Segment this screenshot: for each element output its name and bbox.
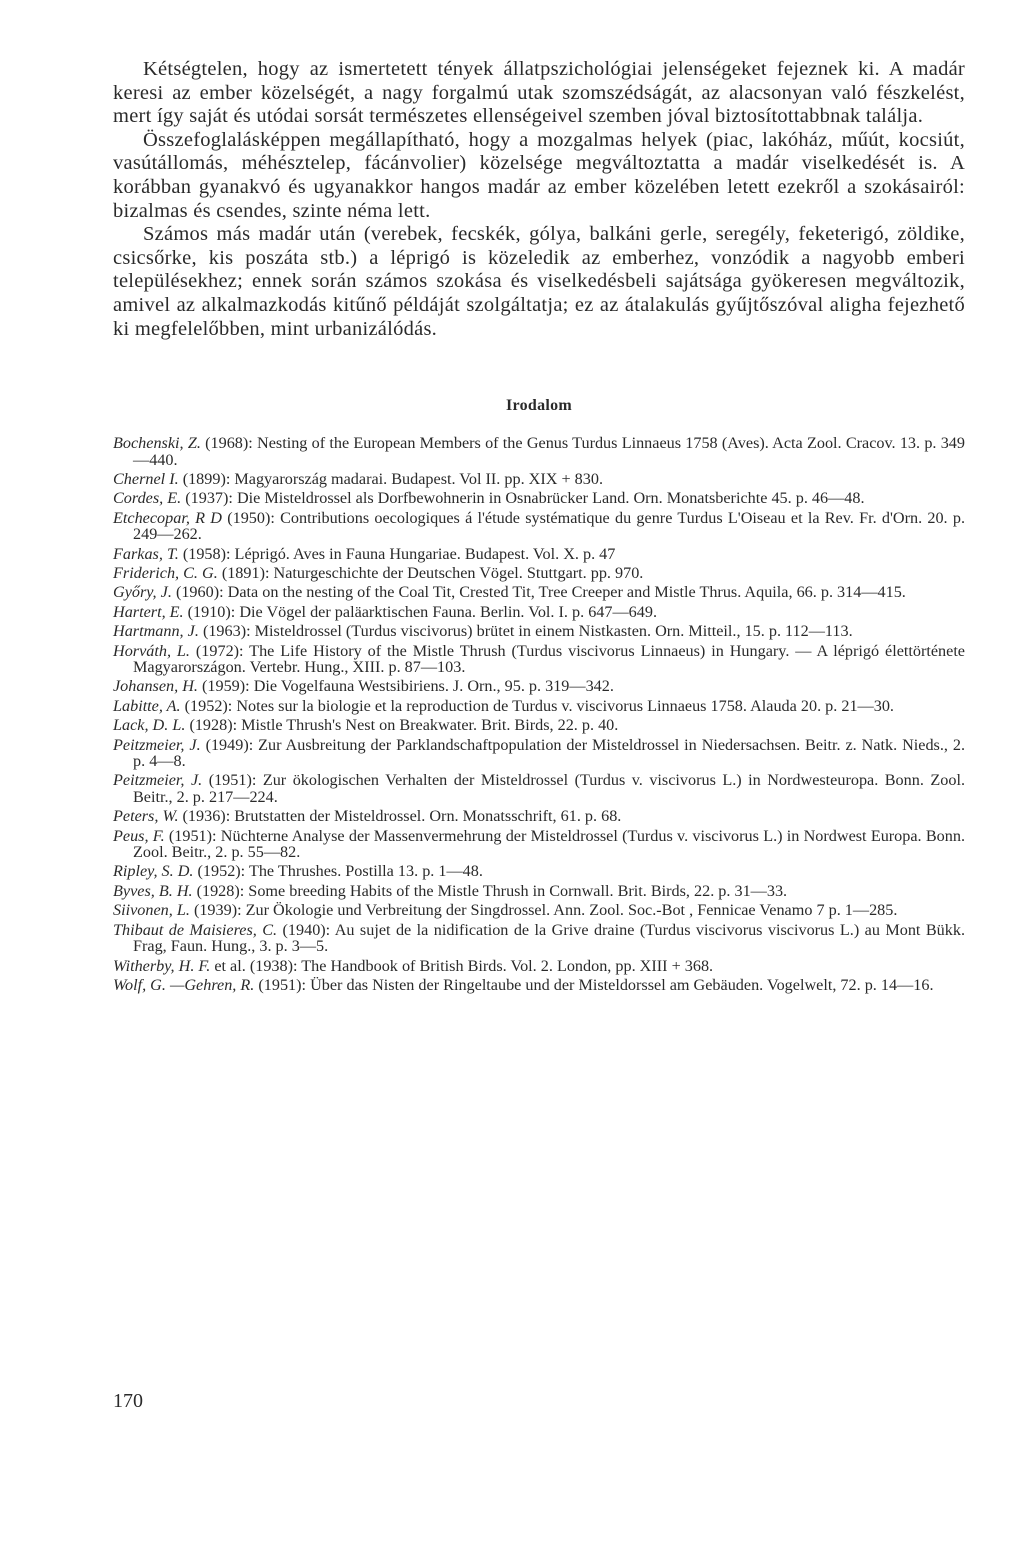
reference-item xyxy=(113,490,965,506)
reference-item xyxy=(113,883,965,899)
reference-text: (1958): Léprigó. Aves in Fauna Hungariae. Budapest. Vol. X. p. 47 xyxy=(178,544,616,563)
reference-text: et al. (1938): The Handbook of British Birds. Vol. 2. London, pp. XIII + 368. xyxy=(210,956,714,975)
reference-text: (1959): Die Vogelfauna Westsibiriens. J. Orn., 95. p. 319—342. xyxy=(197,677,614,696)
body-paragraph-2: Összefoglalásképpen megállapítható, hogy a mozgalmas helyek (piac, lakóház, műút, kocsiút, vasútállomás, méhésztelep, fácánvolier) közelsége megváltoztatta a madár viselkedését is. A korábban gyanakvó és ugyanakkor hangos madár az ember közelében letett ezekről a szokásairól: bizalmas és csendes, szinte néma lett. xyxy=(113,128,965,222)
reference-author: Hartmann, J. xyxy=(113,622,199,641)
reference-item xyxy=(113,510,965,543)
reference-item xyxy=(113,808,965,824)
reference-item xyxy=(113,772,965,805)
reference-text: (1951): Über das Nisten der Ringeltaube und der Misteldorssel am Gebäuden. Vogelwelt, 72. p. 14—16. xyxy=(254,975,934,994)
page-number: 170 xyxy=(113,1390,143,1412)
reference-item xyxy=(113,902,965,918)
reference-text: (1940): Au sujet de la nidification de la Grive draine (Turdus viscivorus viscivorus L.) au Mont Bükk. Frag, Faun. Hung., 3. p. 3—5. xyxy=(133,920,965,956)
reference-author: Farkas, T. xyxy=(113,544,179,563)
reference-text: (1951): Zur ökologischen Verhalten der Misteldrossel (Turdus v. viscivorus L.) in Nordwesteuropa. Bonn. Zool. Beitr., 2. p. 217—224. xyxy=(133,771,965,806)
body-paragraph-1: Kétségtelen, hogy az ismertetett tények állatpszichológiai jelenségeket fejeznek ki. A madár keresi az ember közelségét, a nagy forgalmú utak szomszédságát, az alacsonyan való fészkelést, mert így saját és utódai sorsát természetes ellenségeivel szemben jóval biztosítottabbnak találja. xyxy=(113,58,965,128)
reference-item xyxy=(113,698,965,714)
reference-author: Witherby, H. F. xyxy=(113,956,211,975)
reference-item xyxy=(113,604,965,620)
reference-author: Thibaut de Maisieres, C. xyxy=(113,920,278,939)
reference-author: Peitzmeier, J. xyxy=(113,771,203,790)
reference-author: Etchecopar, R D xyxy=(113,508,222,527)
reference-text: (1949): Zur Ausbreitung der Parklandschaftpopulation der Misteldrossel in Niedersachsen. Beitr. z. Natk. Nieds., 2. p. 4—8. xyxy=(133,735,965,771)
reference-item xyxy=(113,737,965,770)
reference-item xyxy=(113,546,965,562)
reference-text: (1936): Brutstatten der Misteldrossel. Orn. Monatsschrift, 61. p. 68. xyxy=(178,807,622,826)
reference-author: Horváth, L. xyxy=(113,641,190,660)
reference-text: (1968): Nesting of the European Members of the Genus Turdus Linnaeus 1758 (Aves). Acta Zool. Cracov. 13. p. 349—440. xyxy=(133,434,965,469)
reference-item xyxy=(113,828,965,861)
reference-item xyxy=(113,717,965,733)
reference-author: Peus, F. xyxy=(113,826,165,845)
page-content xyxy=(113,58,965,996)
reference-item xyxy=(113,678,965,694)
reference-author: Byves, B. H. xyxy=(113,881,193,900)
reference-author: Ripley, S. D. xyxy=(113,862,194,881)
reference-item xyxy=(113,435,965,468)
reference-author: Bochenski, Z. xyxy=(113,434,201,453)
references-heading: Irodalom xyxy=(505,397,573,415)
reference-text: (1899): Magyarország madarai. Budapest. Vol II. pp. XIX + 830. xyxy=(178,469,604,488)
reference-text: (1963): Misteldrossel (Turdus viscivorus) brütet in einem Nistkasten. Orn. Mitteil., 15. p. 112—113. xyxy=(198,622,853,641)
reference-text: (1951): Nüchterne Analyse der Massenvermehrung der Misteldrossel (Turdus v. viscivorus L.) in Nordwest Europa. Bonn. Zool. Beitr., 2. p. 55—82. xyxy=(133,826,965,862)
reference-text: (1952): Notes sur la biologie et la reproduction de Turdus v. viscivorus Linnaeus 1758. Alauda 20. p. 21—30. xyxy=(180,696,894,715)
reference-author: Wolf, G. —Gehren, R. xyxy=(113,975,255,994)
reference-item xyxy=(113,958,965,974)
reference-text: (1891): Naturgeschichte der Deutschen Vögel. Stuttgart. pp. 970. xyxy=(217,563,644,582)
body-paragraph-3: Számos más madár után (verebek, fecskék, gólya, balkáni gerle, seregély, feketerigó, zöldike, csicsőrke, kis poszáta stb.) a léprigó is közeledik az emberhez, vonzódik a nagyobb emberi településekhez; ennek során számos szokása és viselkedésbeli sajátsága gyökeresen megváltozik, amivel az alkalmazkodás kitűnő példáját szolgáltatja; ez az átalakulás gyűjtőszóval aligha fejezhető ki megfelelőbben, mint urbanizálódás. xyxy=(113,223,965,340)
reference-author: Chernel I. xyxy=(113,469,179,488)
reference-item xyxy=(113,922,965,955)
reference-text: (1952): The Thrushes. Postilla 13. p. 1—48. xyxy=(193,862,483,881)
reference-text: (1950): Contributions oecologiques á l'étude systématique du genre Turdus L'Oiseau et la Rev. Fr. d'Orn. 20. p. 249—262. xyxy=(133,508,965,544)
reference-item xyxy=(113,643,965,676)
reference-list xyxy=(113,435,965,993)
reference-author: Hartert, E. xyxy=(113,602,184,621)
reference-author: Peters, W. xyxy=(113,807,179,826)
reference-text: (1928): Mistle Thrush's Nest on Breakwater. Brit. Birds, 22. p. 40. xyxy=(185,716,619,735)
reference-author: Peitzmeier, J. xyxy=(113,735,201,754)
reference-item xyxy=(113,471,965,487)
reference-item xyxy=(113,565,965,581)
reference-text: (1960): Data on the nesting of the Coal Tit, Crested Tit, Tree Creeper and Mistle Thrus. Aquila, 66. p. 314—415. xyxy=(171,583,906,602)
reference-text: (1910): Die Vögel der paläarktischen Fauna. Berlin. Vol. I. p. 647—649. xyxy=(183,602,657,621)
reference-author: Friderich, C. G. xyxy=(113,563,218,582)
reference-author: Lack, D. L. xyxy=(113,716,186,735)
reference-text: (1928): Some breeding Habits of the Mistle Thrush in Cornwall. Brit. Birds, 22. p. 31—33. xyxy=(192,881,788,900)
reference-text: (1972): The Life History of the Mistle Thrush (Turdus viscivorus Linnaeus) in Hungary. — A léprigó élettörténete Magyarországon. Vertebr. Hung., XIII. p. 87—103. xyxy=(133,641,965,676)
reference-text: (1939): Zur Ökologie und Verbreitung der Singdrossel. Ann. Zool. Soc.-Bot , Fennicae Venamo 7 p. 1—285. xyxy=(189,901,898,920)
reference-item xyxy=(113,863,965,879)
reference-text: (1937): Die Misteldrossel als Dorfbewohnerin in Osnabrücker Land. Orn. Monatsberichte 45. p. 46—48. xyxy=(181,489,865,508)
reference-author: Johansen, H. xyxy=(113,677,198,696)
reference-author: Siivonen, L. xyxy=(113,901,190,920)
reference-author: Labitte, A. xyxy=(113,696,181,715)
reference-item xyxy=(113,623,965,639)
reference-author: Cordes, E. xyxy=(113,489,182,508)
reference-author: Győry, J. xyxy=(113,583,172,602)
reference-item xyxy=(113,977,965,993)
reference-item xyxy=(113,584,965,600)
